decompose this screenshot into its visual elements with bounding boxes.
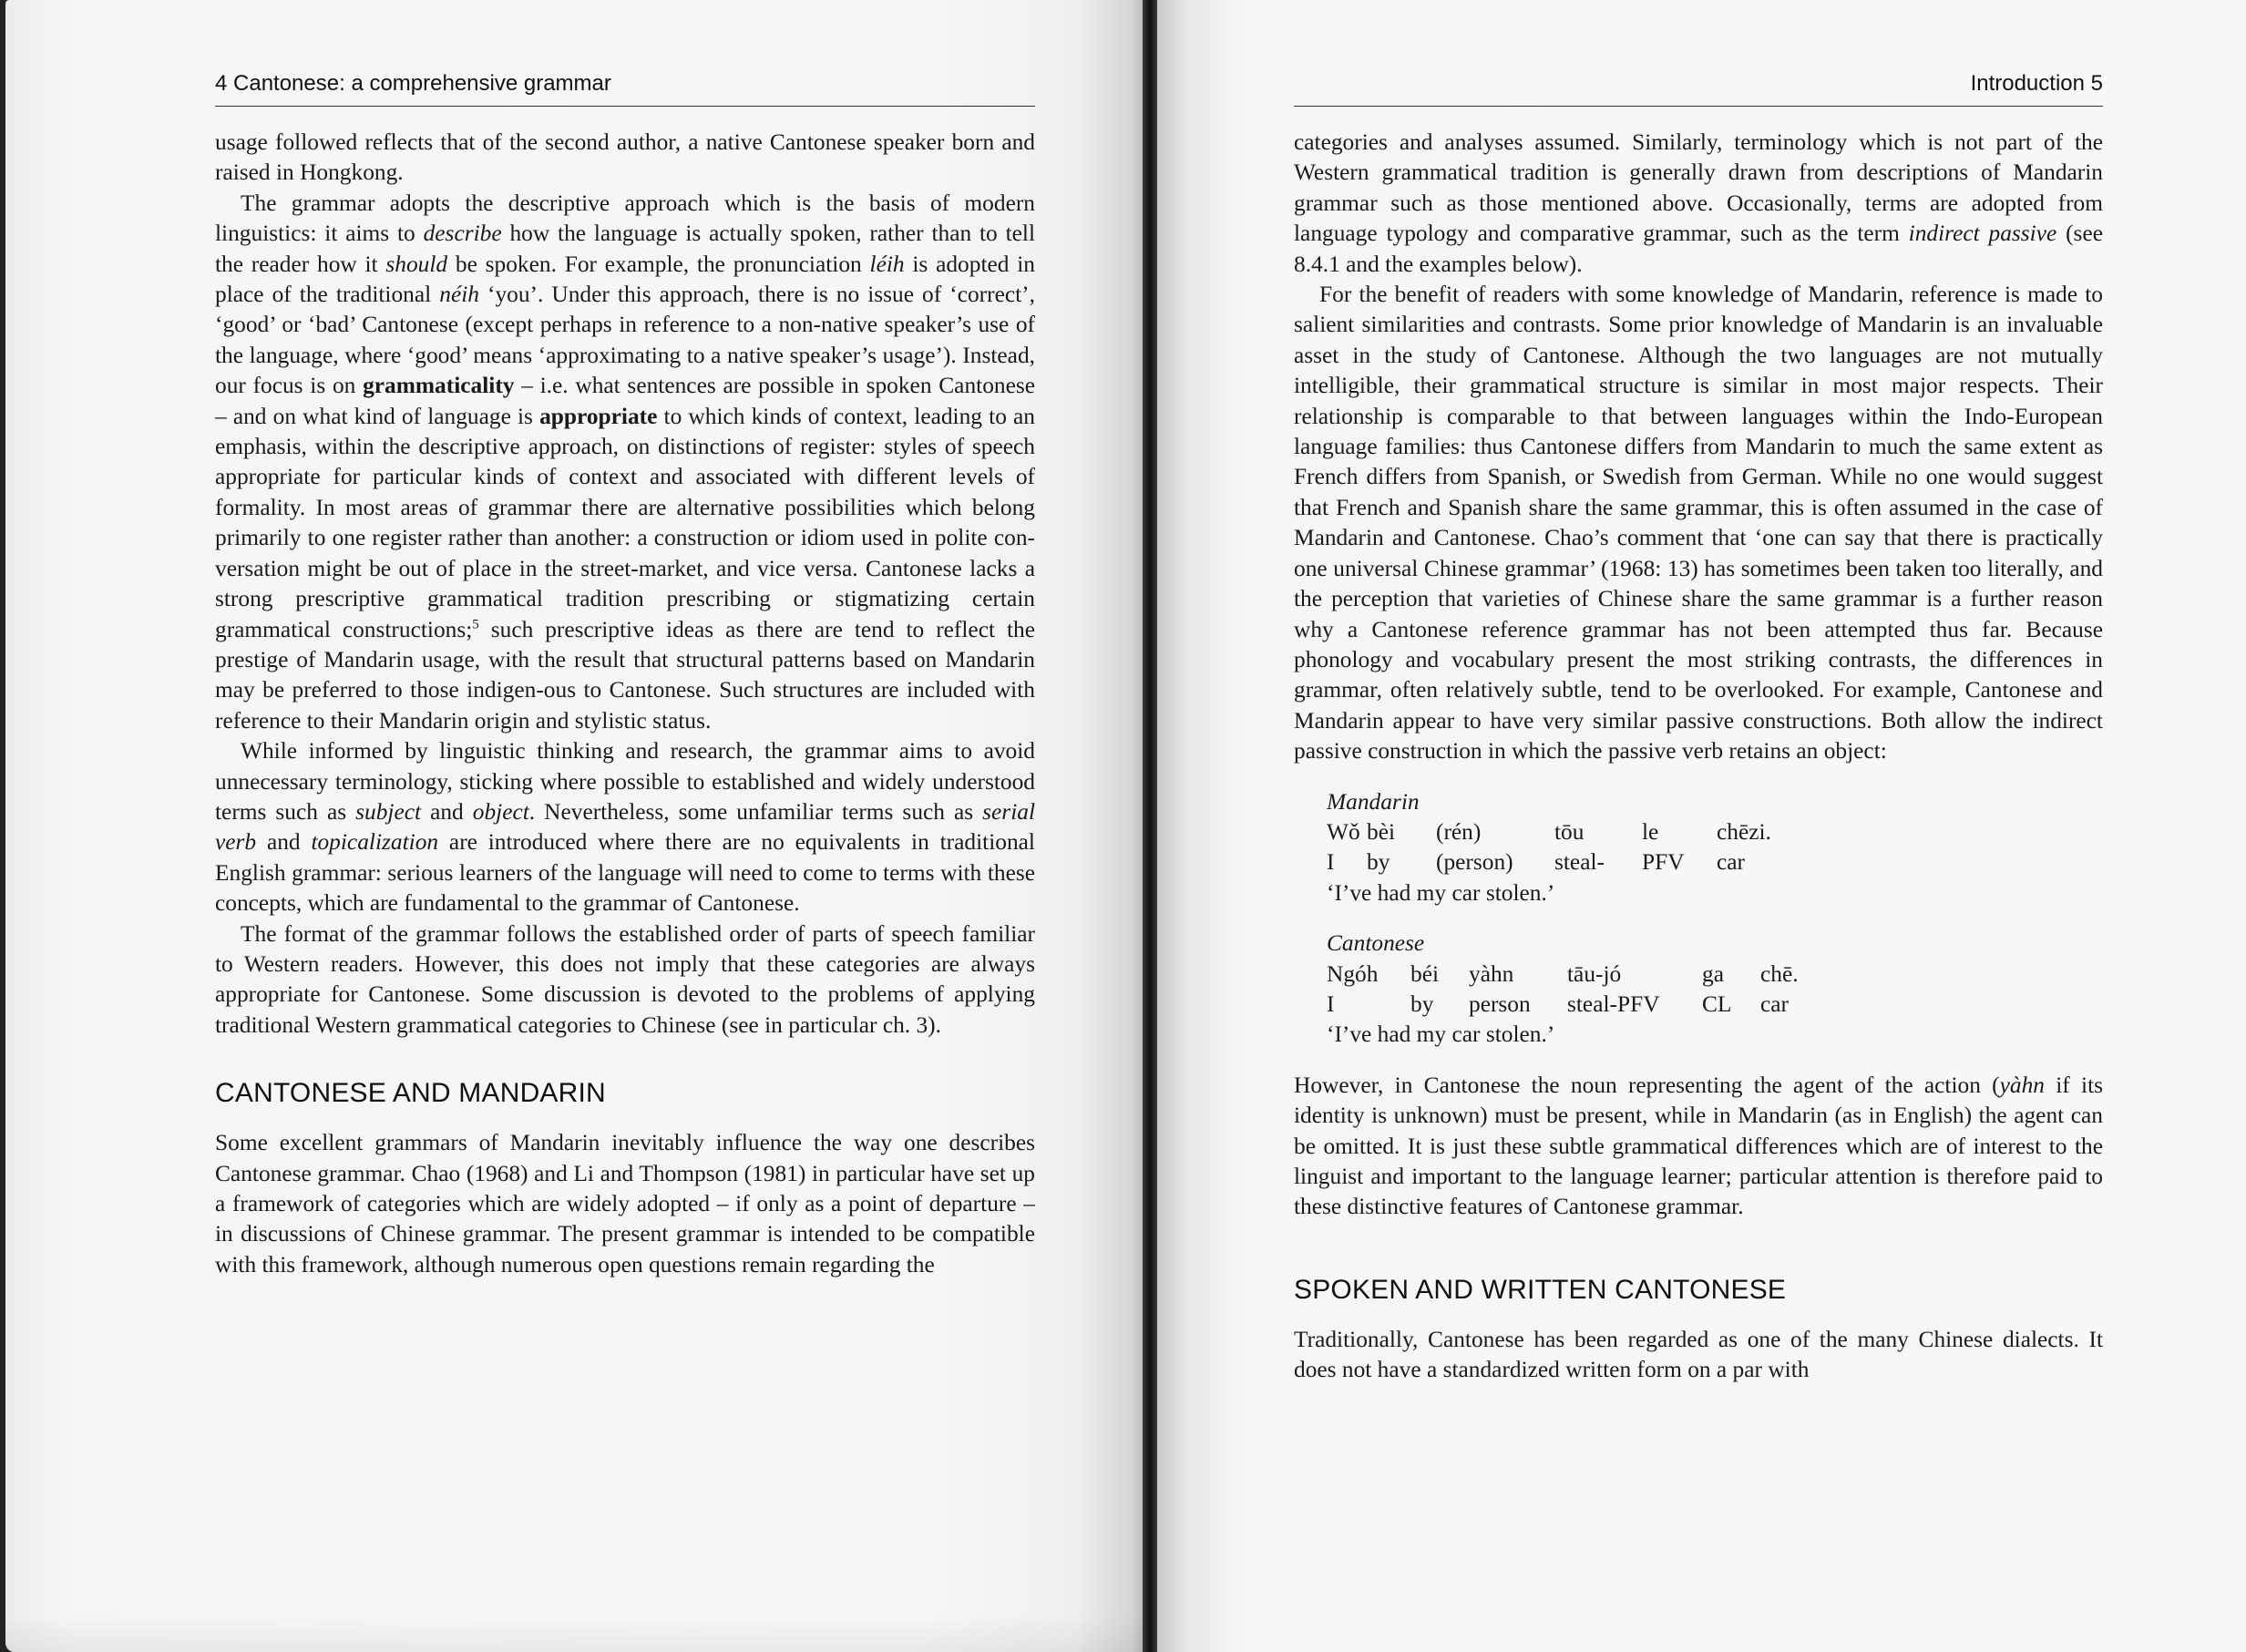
example-mandarin [1327,787,2103,909]
italic-term: indirect passive [1908,221,2057,247]
paragraph [215,736,1035,918]
example-cantonese [1327,929,2103,1051]
paragraph: usage followed reflects that of the second author, a native Cantonese speaker born and raised in Hongkong. [215,129,1035,186]
left-page [5,0,1143,1652]
text-run: how the language is actually spoken, rather than to tell the reader how it [215,221,1035,277]
text-run: is adopted in place of the traditional [215,251,1035,308]
example-words [1327,959,2103,990]
word: Ngóh [1327,960,1379,987]
word: tāu-jó [1567,960,1622,987]
text-run: be spoken. For example, the pronunciation [447,251,870,277]
word: bèi [1367,818,1396,845]
section-heading: SPOKEN AND WRITTEN CANTONESE [1294,1274,1787,1305]
left-body-text [215,128,1035,1280]
text-run: . Nevertheless, some unfamiliar terms such as [528,798,983,825]
italic-term: yàhn [1999,1072,2045,1098]
text-run: While informed by linguistic thinking and research, the grammar aims to avoid unnecessary terminology, sticking where possible to established and widely understood terms such as [215,738,1035,825]
word: Wǒ [1327,818,1360,845]
italic-term: topicalization [311,829,439,856]
word: chē. [1760,960,1799,987]
right-page [1157,0,2246,1652]
bold-term: appropriate [539,403,658,429]
italic-term: néih [439,282,479,308]
book-gutter [1143,0,1157,1652]
italic-term: should [385,251,448,277]
word: yàhn [1469,960,1514,987]
word: le [1642,818,1659,845]
example-words [1327,817,2103,847]
example-gloss [1327,990,2103,1020]
paragraph [1294,1071,2103,1223]
right-body-text [1294,128,2103,1386]
text-run: and [421,798,473,825]
bold-term: grammaticality [363,373,515,399]
example-gloss [1327,847,2103,877]
italic-term: describe [423,221,502,247]
text-run: such prescriptive ideas as there are tend to reflect the prestige of Mandarin usage, with the result that structural patterns based on Mandarin may be preferred to those indigen-ous to Cantonese. Such structures are included with reference to their Mandarin origin and stylistic status. [215,616,1035,734]
gloss: car [1760,990,1789,1017]
word: béi [1410,960,1440,987]
right-running-head: Introduction 5 [1294,69,2103,107]
text-run: to which kinds of context, leading to an emphasis, within the descriptive approach, on distinctions of register: styles of speech appropriate for particular kinds of context and associated with different levels of formality. In most areas of grammar there are alternative possibilities which belong primarily to one register rather than another: a construction or idiom used in polite con-versation might be out of place in the street-market, and vice versa. Cantonese lacks a strong prescriptive grammatical tradition prescribing or stigmatizing certain grammatical constructions; [215,403,1035,642]
text-run: However, in Cantonese the noun representing the agent of the action ( [1294,1072,2000,1098]
section-heading: CANTONESE AND MANDARIN [215,1078,606,1109]
gloss: I [1327,849,1335,876]
word: (rén) [1436,818,1482,845]
text-run: (see 8.4.1 and the examples below). [1294,221,2103,277]
text-run: ‘you’. Under this approach, there is no issue of ‘correct’, ‘good’ or ‘bad’ Cantonese (except perhaps in reference to a non-native speaker’s use of the language, where ‘good’ means ‘approximating to a native speaker’s usage’). Instead, our focus is on [215,282,1035,399]
italic-term: object [472,798,529,825]
italic-term: subject [355,798,422,825]
word: chēzi. [1717,818,1771,845]
gloss: (person) [1436,849,1513,876]
gloss: by [1410,990,1434,1017]
paragraph [215,189,1035,736]
text-run: and [256,829,312,856]
page-shadow [5,1616,1143,1652]
text-run: categories and analyses assumed. Similarly, terminology which is not part of the Western grammatical tradition is generally drawn from descriptions of Mandarin grammar such as those mentioned above. Occasionally, terms are adopted from language typology and comparative grammar, such as the term [1294,129,2103,247]
italic-term: serial verb [215,798,1035,856]
example-language-label: Mandarin [1327,788,1420,815]
gloss: person [1469,990,1531,1017]
gloss: I [1327,990,1335,1017]
example-language-label: Cantonese [1327,930,1425,957]
left-running-head: 4 Cantonese: a comprehensive grammar [215,69,1035,107]
paragraph [1294,128,2103,280]
gloss: steal- [1554,849,1605,876]
paragraph: The format of the grammar follows the established order of parts of speech familiar to Western readers. However, this does not imply that these categories are always appropriate for Cantonese. Some discussion is devoted to the problems of applying traditional Western grammatical categories to Chinese (see in particular ch. 3). [215,920,1035,1038]
text-run: are introduced where there are no equivalents in traditional English grammar: serious learners of the language will need to come to terms with these concepts, which are fundamental to the grammar of Cantonese. [215,829,1035,917]
example-translation: ‘I’ve had my car stolen.’ [1327,1021,1555,1048]
gloss: CL [1702,990,1732,1017]
example-translation: ‘I’ve had my car stolen.’ [1327,879,1555,906]
paragraph: Traditionally, Cantonese has been regarded as one of the many Chinese dialects. It does not have a standardized written form on a par with [1294,1326,2103,1383]
paragraph: For the benefit of readers with some knowledge of Mandarin, reference is made to salient similarities and contrasts. Some prior knowledge of Mandarin is an invaluable asset in the study of Cantonese. Although the two languages are not mutually intelligible, their grammatical structure is similar in most major respects. Their relationship is comparable to that between languages within the Indo-European language families: thus Cantonese differs from Mandarin to much the same extent as French differs from Spanish, or Swedish from German. While no one would suggest that French and Spanish share the same grammar, this is often assumed in the case of Mandarin and Cantonese. Chao’s comment that ‘one can say that there is practically one universal Chinese grammar’ (1968: 13) has sometimes been taken too literally, and the perception that varieties of Chinese share the same grammar is a further reason why a Cantonese reference grammar has not been attempted thus far. Because phonology and vocabulary present the most striking contrasts, the differences in grammar, often relatively subtle, tend to be overlooked. For example, Cantonese and Mandarin appear to have very similar passive constructions. Both allow the indirect passive construction in which the passive verb retains an object: [1294,282,2103,764]
italic-term: léih [869,251,905,277]
footnote-reference: 5 [472,617,479,632]
gloss: steal-PFV [1567,990,1660,1017]
text-run: if its identity is unknown) must be present, while in Mandarin (as in English) the agent can be omitted. It is just these subtle grammatical differences which are of interest to the linguist and important to the language learner; particular attention is therefore paid to these distinctive features of Cantonese grammar. [1294,1072,2104,1220]
gloss: by [1367,849,1390,876]
paragraph: Some excellent grammars of Mandarin inevitably influence the way one describes Cantonese grammar. Chao (1968) and Li and Thompson (1981) in particular have set up a framework of categories which are widely adopted – if only as a point of departure – in discussions of Chinese grammar. The present grammar is intended to be compatible with this framework, although numerous open questions remain regarding the [215,1130,1035,1277]
word: tōu [1554,818,1585,845]
gloss: car [1717,849,1745,876]
text-run: The grammar adopts the descriptive approach which is the basis of modern linguistics: it aims to [215,190,1035,247]
word: ga [1702,960,1724,987]
text-run: – i.e. what sentences are possible in spoken Cantonese – and on what kind of language is [215,373,1036,429]
gloss: PFV [1642,849,1685,876]
